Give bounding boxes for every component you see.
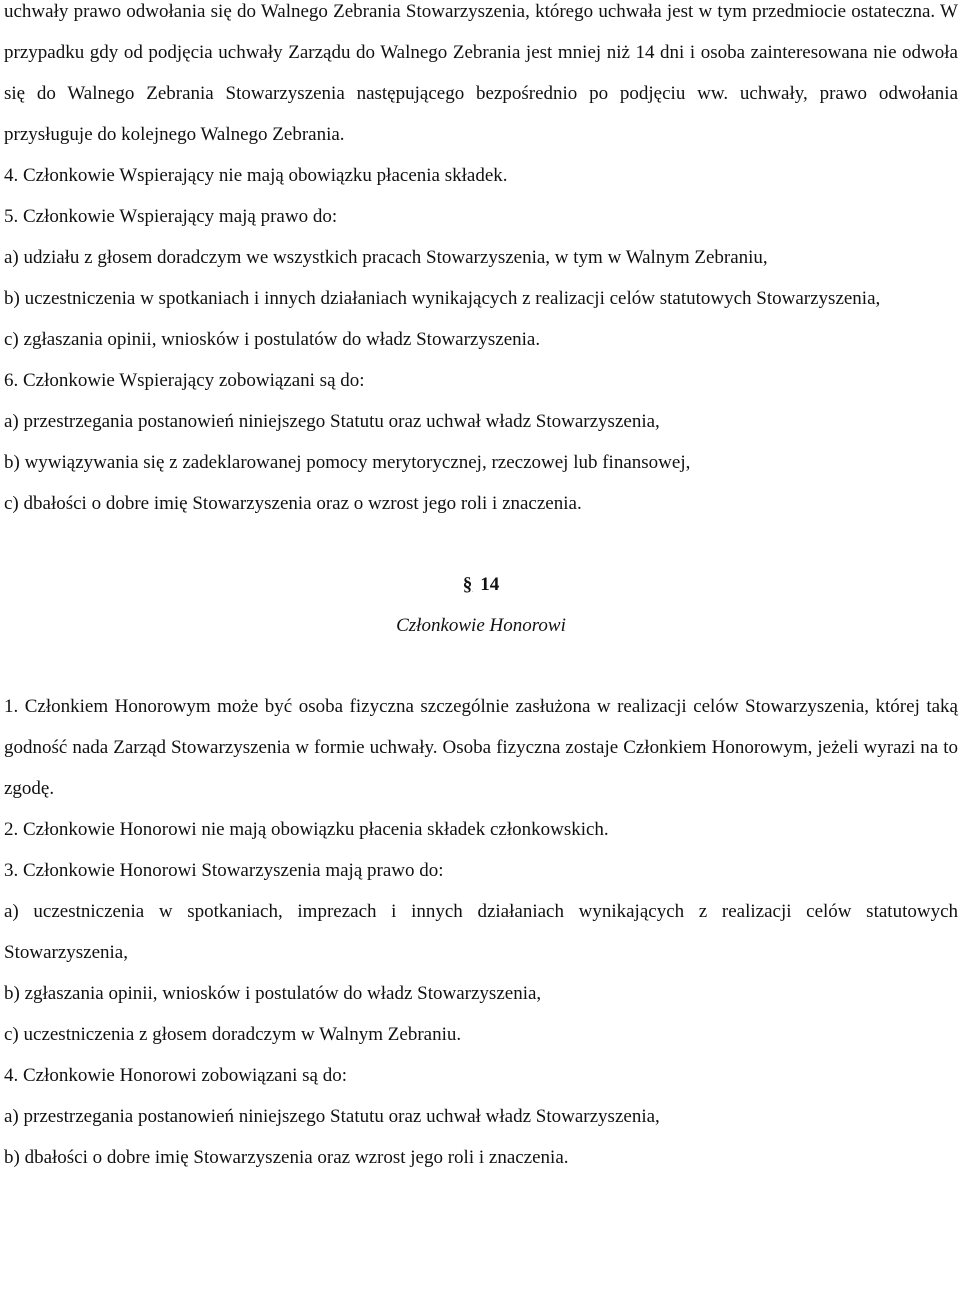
paragraph-appeal-rights: uchwały prawo odwołania się do Walnego Zebrania Stowarzyszenia, którego uchwała jest w tym przedmiocie ostateczna. W przypadku gdy od podjęcia uchwały Zarządu do Walnego Zebrania jest mniej niż 14 dni i osoba zainteresowana nie odwoła się do Walnego Zebrania Stowarzyszenia następującego bezpośrednio po podjęciu ww. uchwały, prawo odwołania przysługuje do kolejnego Walnego Zebrania.	[4, 1, 958, 145]
document-page	[4, 0, 958, 1178]
section-heading	[4, 564, 958, 605]
list-item-supporting-right-a: a) udziału z głosem doradczym we wszystkich pracach Stowarzyszenia, w tym w Walnym Zebraniu,	[4, 247, 768, 268]
paragraph-honorary-duties-intro: 4. Członkowie Honorowi zobowiązani są do:	[4, 1065, 347, 1086]
paragraph-honorary-rights-intro: 3. Członkowie Honorowi Stowarzyszenia mają prawo do:	[4, 860, 444, 881]
list-item-supporting-right-b: b) uczestniczenia w spotkaniach i innych działaniach wynikających z realizacji celów statutowych Stowarzyszenia,	[4, 288, 881, 309]
paragraph-honorary-no-fees: 2. Członkowie Honorowi nie mają obowiązku płacenia składek członkowskich.	[4, 819, 609, 840]
list-item-supporting-right-c: c) zgłaszania opinii, wniosków i postulatów do władz Stowarzyszenia.	[4, 329, 541, 350]
section-spacer-after	[4, 646, 958, 686]
section-sign: §	[462, 574, 473, 595]
list-item-supporting-duty-c: c) dbałości o dobre imię Stowarzyszenia oraz o wzrost jego roli i znaczenia.	[4, 493, 582, 514]
list-item-supporting-duty-a: a) przestrzegania postanowień niniejszego Statutu oraz uchwał władz Stowarzyszenia,	[4, 411, 660, 432]
section-title: Członkowie Honorowi	[396, 615, 566, 636]
section-spacer	[4, 524, 958, 564]
list-item-honorary-right-b: b) zgłaszania opinii, wniosków i postulatów do władz Stowarzyszenia,	[4, 983, 542, 1004]
paragraph-honorary-definition: 1. Członkiem Honorowym może być osoba fizyczna szczególnie zasłużona w realizacji celów Stowarzyszenia, której taką godność nada Zarząd Stowarzyszenia w formie uchwały. Osoba fizyczna zostaje Członkiem Honorowym, jeżeli wyrazi na to zgodę.	[4, 696, 958, 799]
paragraph-supporting-no-fees: 4. Członkowie Wspierający nie mają obowiązku płacenia składek.	[4, 165, 508, 186]
paragraph-supporting-rights-intro: 5. Członkowie Wspierający mają prawo do:	[4, 206, 338, 227]
paragraph-supporting-duties-intro: 6. Członkowie Wspierający zobowiązani są do:	[4, 370, 365, 391]
list-item-honorary-right-a: a) uczestniczenia w spotkaniach, imprezach i innych działaniach wynikających z realizacji celów statutowych Stowarzyszenia,	[4, 901, 958, 963]
list-item-honorary-duty-a: a) przestrzegania postanowień niniejszego Statutu oraz uchwał władz Stowarzyszenia,	[4, 1106, 660, 1127]
list-item-supporting-duty-b: b) wywiązywania się z zadeklarowanej pomocy merytorycznej, rzeczowej lub finansowej,	[4, 452, 691, 473]
section-number: 14	[480, 574, 500, 595]
list-item-honorary-duty-b: b) dbałości o dobre imię Stowarzyszenia oraz wzrost jego roli i znaczenia.	[4, 1147, 569, 1168]
list-item-honorary-right-c: c) uczestniczenia z głosem doradczym w Walnym Zebraniu.	[4, 1024, 462, 1045]
